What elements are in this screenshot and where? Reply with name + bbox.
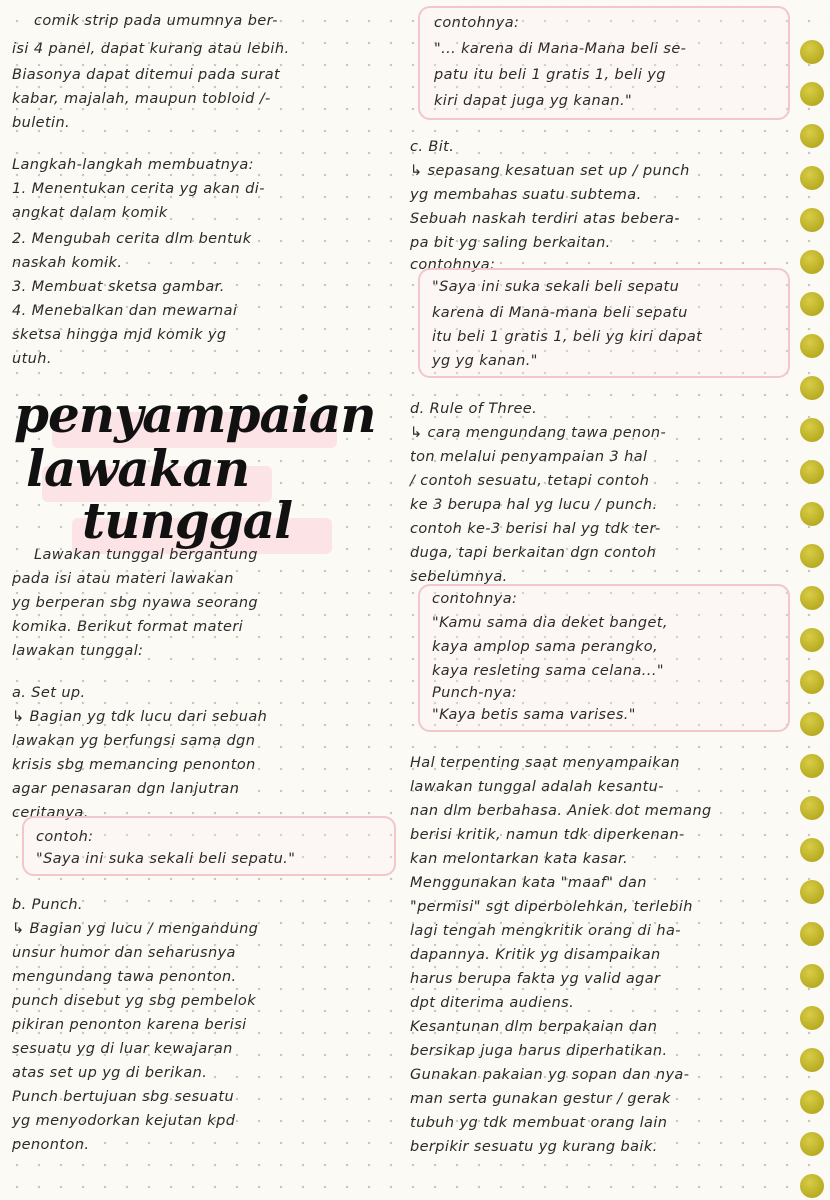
step-item: naskah komik. (12, 255, 123, 271)
text-line: Kesantunan dlm berpakaian dan (410, 1019, 658, 1035)
binding-hole (800, 166, 824, 190)
text-line: ↳ sepasang kesatuan set up / punch (410, 163, 690, 179)
example-label: contoh: (36, 829, 94, 845)
text-line: "permisi" sgt diperbolehkan, terlebih (410, 899, 693, 915)
text-line: ke 3 berupa hal yg lucu / punch. (410, 497, 658, 513)
binding-hole (800, 208, 824, 232)
text-line: Gunakan pakaian yg sopan dan nya- (410, 1067, 690, 1083)
text-line: penonton. (12, 1137, 90, 1153)
title-line-2: lawakan (26, 439, 250, 498)
example-text: kaya resleting sama celana..." (432, 663, 664, 679)
example-label: contohnya: (432, 591, 518, 607)
step-item: 2. Mengubah cerita dlm bentuk (12, 231, 252, 247)
text-line: Lawakan tunggal bergantung (34, 547, 258, 563)
binding-hole (800, 292, 824, 316)
text-line: unsur humor dan seharusnya (12, 945, 236, 961)
binding-holes (800, 30, 826, 1200)
text-line: sebelumnya. (410, 569, 508, 585)
text-line: pikiran penonton karena berisi (12, 1017, 247, 1033)
binding-hole (800, 880, 824, 904)
binding-hole (800, 628, 824, 652)
text-line: tubuh yg tdk membuat orang lain (410, 1115, 668, 1131)
binding-hole (800, 1132, 824, 1156)
binding-hole (800, 1174, 824, 1198)
example-label: contohnya: (410, 257, 496, 273)
setup-heading: a. Set up. (12, 685, 86, 701)
text-line: kan melontarkan kata kasar. (410, 851, 629, 867)
example-text: kiri dapat juga yg kanan." (434, 93, 633, 109)
punch-label: Punch-nya: (432, 685, 518, 701)
binding-hole (800, 586, 824, 610)
text-line: yg membahas suatu subtema. (410, 187, 642, 203)
binding-hole (800, 796, 824, 820)
text-line: berisi kritik, namun tdk diperkenan- (410, 827, 685, 843)
binding-hole (800, 334, 824, 358)
text-line: Hal terpenting saat menyampaikan (410, 755, 680, 771)
text-line: yg menyodorkan kejutan kpd (12, 1113, 236, 1129)
text-line: contoh ke-3 berisi hal yg tdk ter- (410, 521, 661, 537)
example-text: "... karena di Mana-Mana beli se- (434, 41, 687, 57)
binding-hole (800, 670, 824, 694)
text-line: komika. Berikut format materi (12, 619, 244, 635)
punch-heading: b. Punch. (12, 897, 83, 913)
text-line: ceritanya. (12, 805, 89, 821)
text-line: pada isi atau materi lawakan (12, 571, 234, 587)
text-line: sesuatu yg di luar kewajaran (12, 1041, 233, 1057)
example-label: contohnya: (434, 15, 520, 31)
text-line: lawakan tunggal adalah kesantu- (410, 779, 664, 795)
text-line: duga, tapi berkaitan dgn contoh (410, 545, 657, 561)
example-text: "Saya ini suka sekali beli sepatu." (36, 851, 296, 867)
binding-hole (800, 964, 824, 988)
text-line: kabar, majalah, maupun tobloid /- (12, 91, 271, 107)
text-line: man serta gunakan gestur / gerak (410, 1091, 671, 1107)
text-line: punch disebut yg sbg pembelok (12, 993, 256, 1009)
rule-example-box (418, 584, 790, 732)
text-line: ↳ Bagian yg lucu / mengandung (12, 921, 259, 937)
binding-hole (800, 124, 824, 148)
binding-hole (800, 1048, 824, 1072)
binding-hole (800, 1090, 824, 1114)
binding-hole (800, 418, 824, 442)
text-line: krisis sbg memancing penonton (12, 757, 256, 773)
text-line: ↳ cara mengundang tawa penon- (410, 425, 667, 441)
binding-hole (800, 838, 824, 862)
text-line: harus berupa fakta yg valid agar (410, 971, 661, 987)
text-line: lagi tengah mengkritik orang di ha- (410, 923, 681, 939)
text-line: yg berperan sbg nyawa seorang (12, 595, 259, 611)
binding-hole (800, 250, 824, 274)
step-item: 4. Menebalkan dan mewarnai (12, 303, 238, 319)
text-line: ton melalui penyampaian 3 hal (410, 449, 648, 465)
text-line: agar penasaran dgn lanjutran (12, 781, 240, 797)
text-line: dpt diterima audiens. (410, 995, 575, 1011)
step-item: sketsa hingga mjd komik yg (12, 327, 227, 343)
text-line: lawakan yg berfungsi sama dgn (12, 733, 256, 749)
binding-hole (800, 712, 824, 736)
setup-example-box (22, 816, 396, 876)
step-item: 3. Membuat sketsa gambar. (12, 279, 225, 295)
example-text: yg yg kanan." (432, 353, 538, 369)
binding-hole (800, 82, 824, 106)
text-line: dapannya. Kritik yg disampaikan (410, 947, 661, 963)
text-line: comik strip pada umumnya ber- (34, 13, 278, 29)
binding-hole (800, 1006, 824, 1030)
text-line: pa bit yg saling berkaitan. (410, 235, 611, 251)
step-item: utuh. (12, 351, 52, 367)
text-line: nan dlm berbahasa. Aniek dot memang (410, 803, 712, 819)
step-item: 1. Menentukan cerita yg akan di- (12, 181, 265, 197)
binding-hole (800, 376, 824, 400)
bit-heading: c. Bit. (410, 139, 455, 155)
punch-text: "Kaya betis sama varises." (432, 707, 636, 723)
example-text: patu itu beli 1 gratis 1, beli yg (434, 67, 666, 83)
step-item: angkat dalam komik (12, 205, 168, 221)
example-text: "Saya ini suka sekali beli sepatu (432, 279, 680, 295)
example-text: karena di Mana-mana beli sepatu (432, 305, 688, 321)
bit-example-box (418, 268, 790, 378)
text-line: mengundang tawa penonton. (12, 969, 237, 985)
steps-heading: Langkah-langkah membuatnya: (12, 157, 254, 173)
text-line: / contoh sesuatu, tetapi contoh (410, 473, 650, 489)
example-text: kaya amplop sama perangko, (432, 639, 658, 655)
text-line: ↳ Bagian yg tdk lucu dari sebuah (12, 709, 268, 725)
rule-heading: d. Rule of Three. (410, 401, 538, 417)
binding-hole (800, 754, 824, 778)
text-line: buletin. (12, 115, 71, 131)
example-text: "Kamu sama dia deket banget, (432, 615, 668, 631)
binding-hole (800, 502, 824, 526)
binding-hole (800, 40, 824, 64)
title-line-3: tunggal (82, 491, 293, 550)
binding-hole (800, 460, 824, 484)
text-line: Biasonya dapat ditemui pada surat (12, 67, 281, 83)
title-line-1: penyampaian (14, 385, 376, 444)
text-line: bersikap juga harus diperhatikan. (410, 1043, 668, 1059)
example-text: itu beli 1 gratis 1, beli yg kiri dapat (432, 329, 703, 345)
text-line: Menggunakan kata "maaf" dan (410, 875, 647, 891)
binding-hole (800, 922, 824, 946)
text-line: isi 4 panel, dapat kurang atau lebih. (12, 41, 290, 57)
binding-hole (800, 544, 824, 568)
punch-example-box (418, 6, 790, 120)
text-line: Sebuah naskah terdiri atas bebera- (410, 211, 680, 227)
text-line: atas set up yg di berikan. (12, 1065, 208, 1081)
text-line: berpikir sesuatu yg kurang baik. (410, 1139, 658, 1155)
text-line: lawakan tunggal: (12, 643, 144, 659)
text-line: Punch bertujuan sbg sesuatu (12, 1089, 235, 1105)
